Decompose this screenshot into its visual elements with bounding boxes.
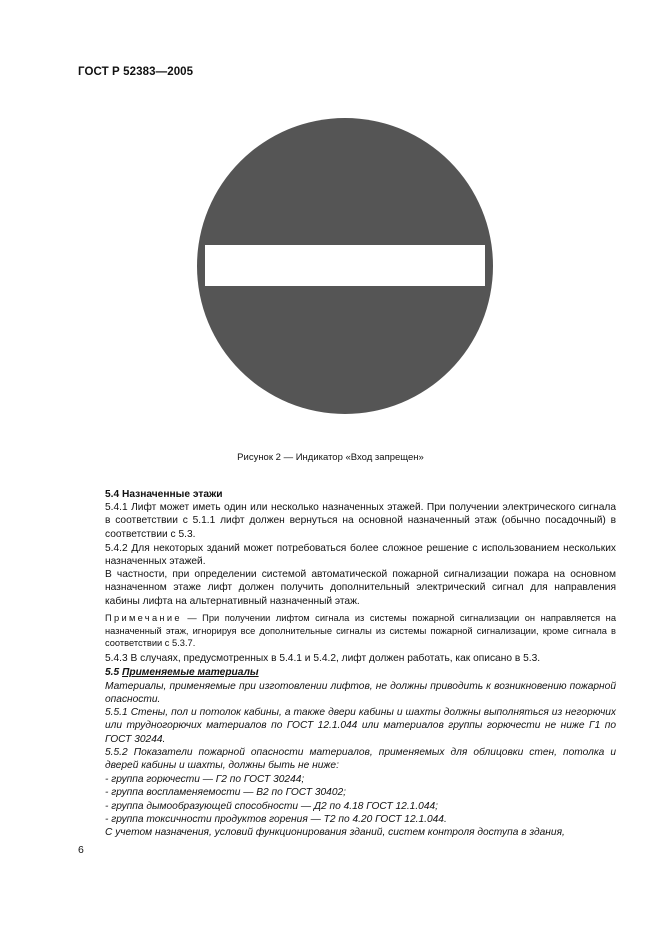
no-entry-icon — [197, 95, 493, 437]
paragraph — [105, 542, 616, 569]
note-paragraph — [105, 612, 616, 650]
list-item: - группа дымообразующей способности — Д2 по 4.18 ГОСТ 12.1.044; — [105, 800, 438, 812]
section-heading — [105, 666, 616, 679]
paragraph-5-4-3: 5.4.3 В случаях, предусмотренных в 5.4.1 и 5.4.2, лифт должен работать, как описано в 5.3. — [105, 653, 541, 664]
paragraph — [105, 501, 616, 541]
paragraph — [105, 826, 616, 839]
section-title: Применяемые материалы — [122, 667, 259, 678]
paragraph-5-4-1: 5.4.1 Лифт может иметь один или несколько назначенных этажей. При получении электрического сигнала в соответствии с 5.1.1 лифт должен вернуться на основной назначенный этаж (обычно посадочный) в соответствии с 5.3. — [105, 502, 616, 540]
section-heading: 5.4 Назначенные этажи — [105, 489, 223, 500]
paragraph-5-4-2: 5.4.2 Для некоторых зданий может потребоваться более сложное решение с использованием нескольких назначенных этажей. — [105, 543, 616, 568]
sign-bar — [205, 245, 485, 286]
paragraph-5-5-2: 5.5.2 Показатели пожарной опасности материалов, применяемых для облицовки стен, потолка и дверей кабины и шахты, должны быть не ниже: — [105, 747, 616, 772]
paragraph — [105, 680, 616, 707]
note-text: — При получении лифтом сигнала из системы пожарной сигнализации он направляется на назначенный этаж, игнорируя все дополнительные сигналы из системы пожарной сигнализации, кроме сигнала в соответствии с 5.3.7. — [105, 613, 616, 649]
paragraph — [105, 652, 616, 665]
paragraph — [105, 746, 616, 773]
paragraph-5-5-1: 5.5.1 Стены, пол и потолок кабины, а также двери кабины и шахты должны выполняться из негорючих или трудногорючих материалов по ГОСТ 12.1.044 или материалов группы горючести не ниже Г1 по ГОСТ 30244. — [105, 707, 616, 745]
list-item: - группа токсичности продуктов горения — Т2 по 4.20 ГОСТ 12.1.044. — [105, 813, 447, 825]
document-header: ГОСТ Р 52383—2005 — [78, 66, 194, 78]
paragraph-5-4-2-cont: В частности, при определении системой автоматической пожарной сигнализации пожара на основном назначенном этаже лифт должен получить дополнительный электрический сигнал для направления кабины лифта на альтернативный назначенный этаж. — [105, 569, 616, 607]
section-5-4 — [105, 488, 616, 501]
page-number: 6 — [78, 844, 84, 856]
figure-caption: Рисунок 2 — Индикатор «Вход запрещен» — [237, 452, 424, 463]
paragraph — [105, 706, 616, 746]
section-5-5 — [105, 666, 616, 679]
figure-no-entry — [197, 95, 493, 437]
paragraph-5-5-2-cont: С учетом назначения, условий функционирования зданий, систем контроля доступа в здания, — [105, 827, 565, 838]
note-label: Примечание — [105, 613, 182, 623]
bullet-list — [105, 773, 616, 826]
section-number: 5.5 — [105, 667, 120, 678]
paragraph-5-5: Материалы, применяемые при изготовлении лифтов, не должны приводить к возникновению пожарной опасности. — [105, 681, 616, 706]
list-item: - группа воспламеняемости — В2 по ГОСТ 30402; — [105, 787, 346, 799]
note — [105, 612, 616, 650]
paragraph — [105, 568, 616, 608]
list-item: - группа горючести — Г2 по ГОСТ 30244; — [105, 774, 305, 785]
